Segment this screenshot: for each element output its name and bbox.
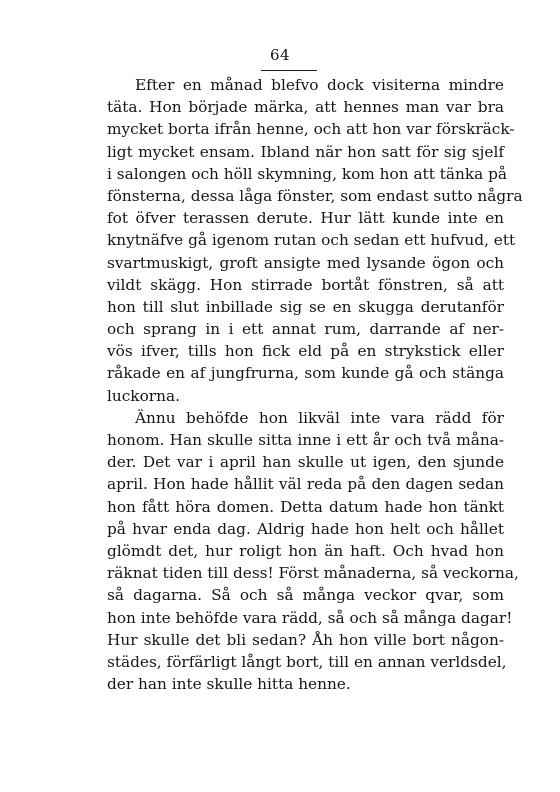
text-line: räknat tiden till dess! Först månaderna, så veckorna,	[107, 564, 519, 583]
text-line: der. Det var i april han skulle ut igen, den sjunde	[107, 453, 504, 472]
text-line: och sprang in i ett annat rum, darrande af ner-	[107, 320, 504, 339]
text-line: hon fått höra domen. Detta datum hade hon tänkt	[107, 497, 504, 516]
text-line: ligt mycket ensam. Ibland när hon satt för sig sjelf	[107, 142, 504, 161]
text-line: Ännu behöfde hon likväl inte vara rädd för	[135, 408, 504, 427]
text-line: i salongen och höll skymning, kom hon att tänka på	[107, 164, 507, 183]
text-line: Hur skulle det bli sedan? Åh hon ville bort någon-	[107, 630, 504, 649]
page-number: 64	[269, 46, 291, 64]
body-text	[107, 74, 523, 695]
text-line: på hvar enda dag. Aldrig hade hon helt och hållet	[107, 519, 504, 538]
text-line: vös ifver, tills hon fick eld på en strykstick eller	[107, 342, 504, 361]
text-line: glömdt det, hur roligt hon än haft. Och hvad hon	[107, 541, 504, 560]
text-line: mycket borta ifrån henne, och att hon var förskräck-	[107, 120, 515, 139]
text-line: svartmuskigt, groft ansigte med lysande ögon och	[107, 253, 504, 272]
text-line: april. Hon hade hållit väl reda på den dagen sedan	[107, 475, 504, 494]
text-line: Efter en månad blefvo dock visiterna mindre	[135, 76, 504, 94]
text-line: hon till slut inbillade sig se en skugga derutanför	[107, 297, 504, 316]
text-line: täta. Hon började märka, att hennes man var bra	[107, 98, 504, 117]
text-line: städes, förfärligt långt bort, till en annan verldsdel,	[107, 652, 507, 671]
text-line: knytnäfve gå igenom rutan och sedan ett hufvud, ett	[107, 231, 516, 250]
paragraph-1	[107, 74, 523, 407]
text-line: fönsterna, dessa låga fönster, som endast sutto några	[107, 186, 523, 205]
paragraph-2	[107, 407, 519, 695]
text-line: vildt skägg. Hon stirrade bortåt fönstren, så att	[107, 275, 504, 294]
text-line: fot öfver terassen derute. Hur lätt kunde inte en	[107, 209, 504, 228]
page-number-rule	[261, 70, 317, 71]
text-line: honom. Han skulle sitta inne i ett år och två måna-	[107, 431, 504, 449]
text-line: råkade en af jungfrurna, som kunde gå och stänga	[107, 364, 504, 383]
text-line: der han inte skulle hitta henne.	[107, 675, 351, 694]
text-line: hon inte behöfde vara rädd, så och så många dagar!	[107, 608, 513, 627]
text-line: så dagarna. Så och så många veckor qvar, som	[107, 586, 504, 605]
text-line: luckorna.	[107, 386, 180, 405]
